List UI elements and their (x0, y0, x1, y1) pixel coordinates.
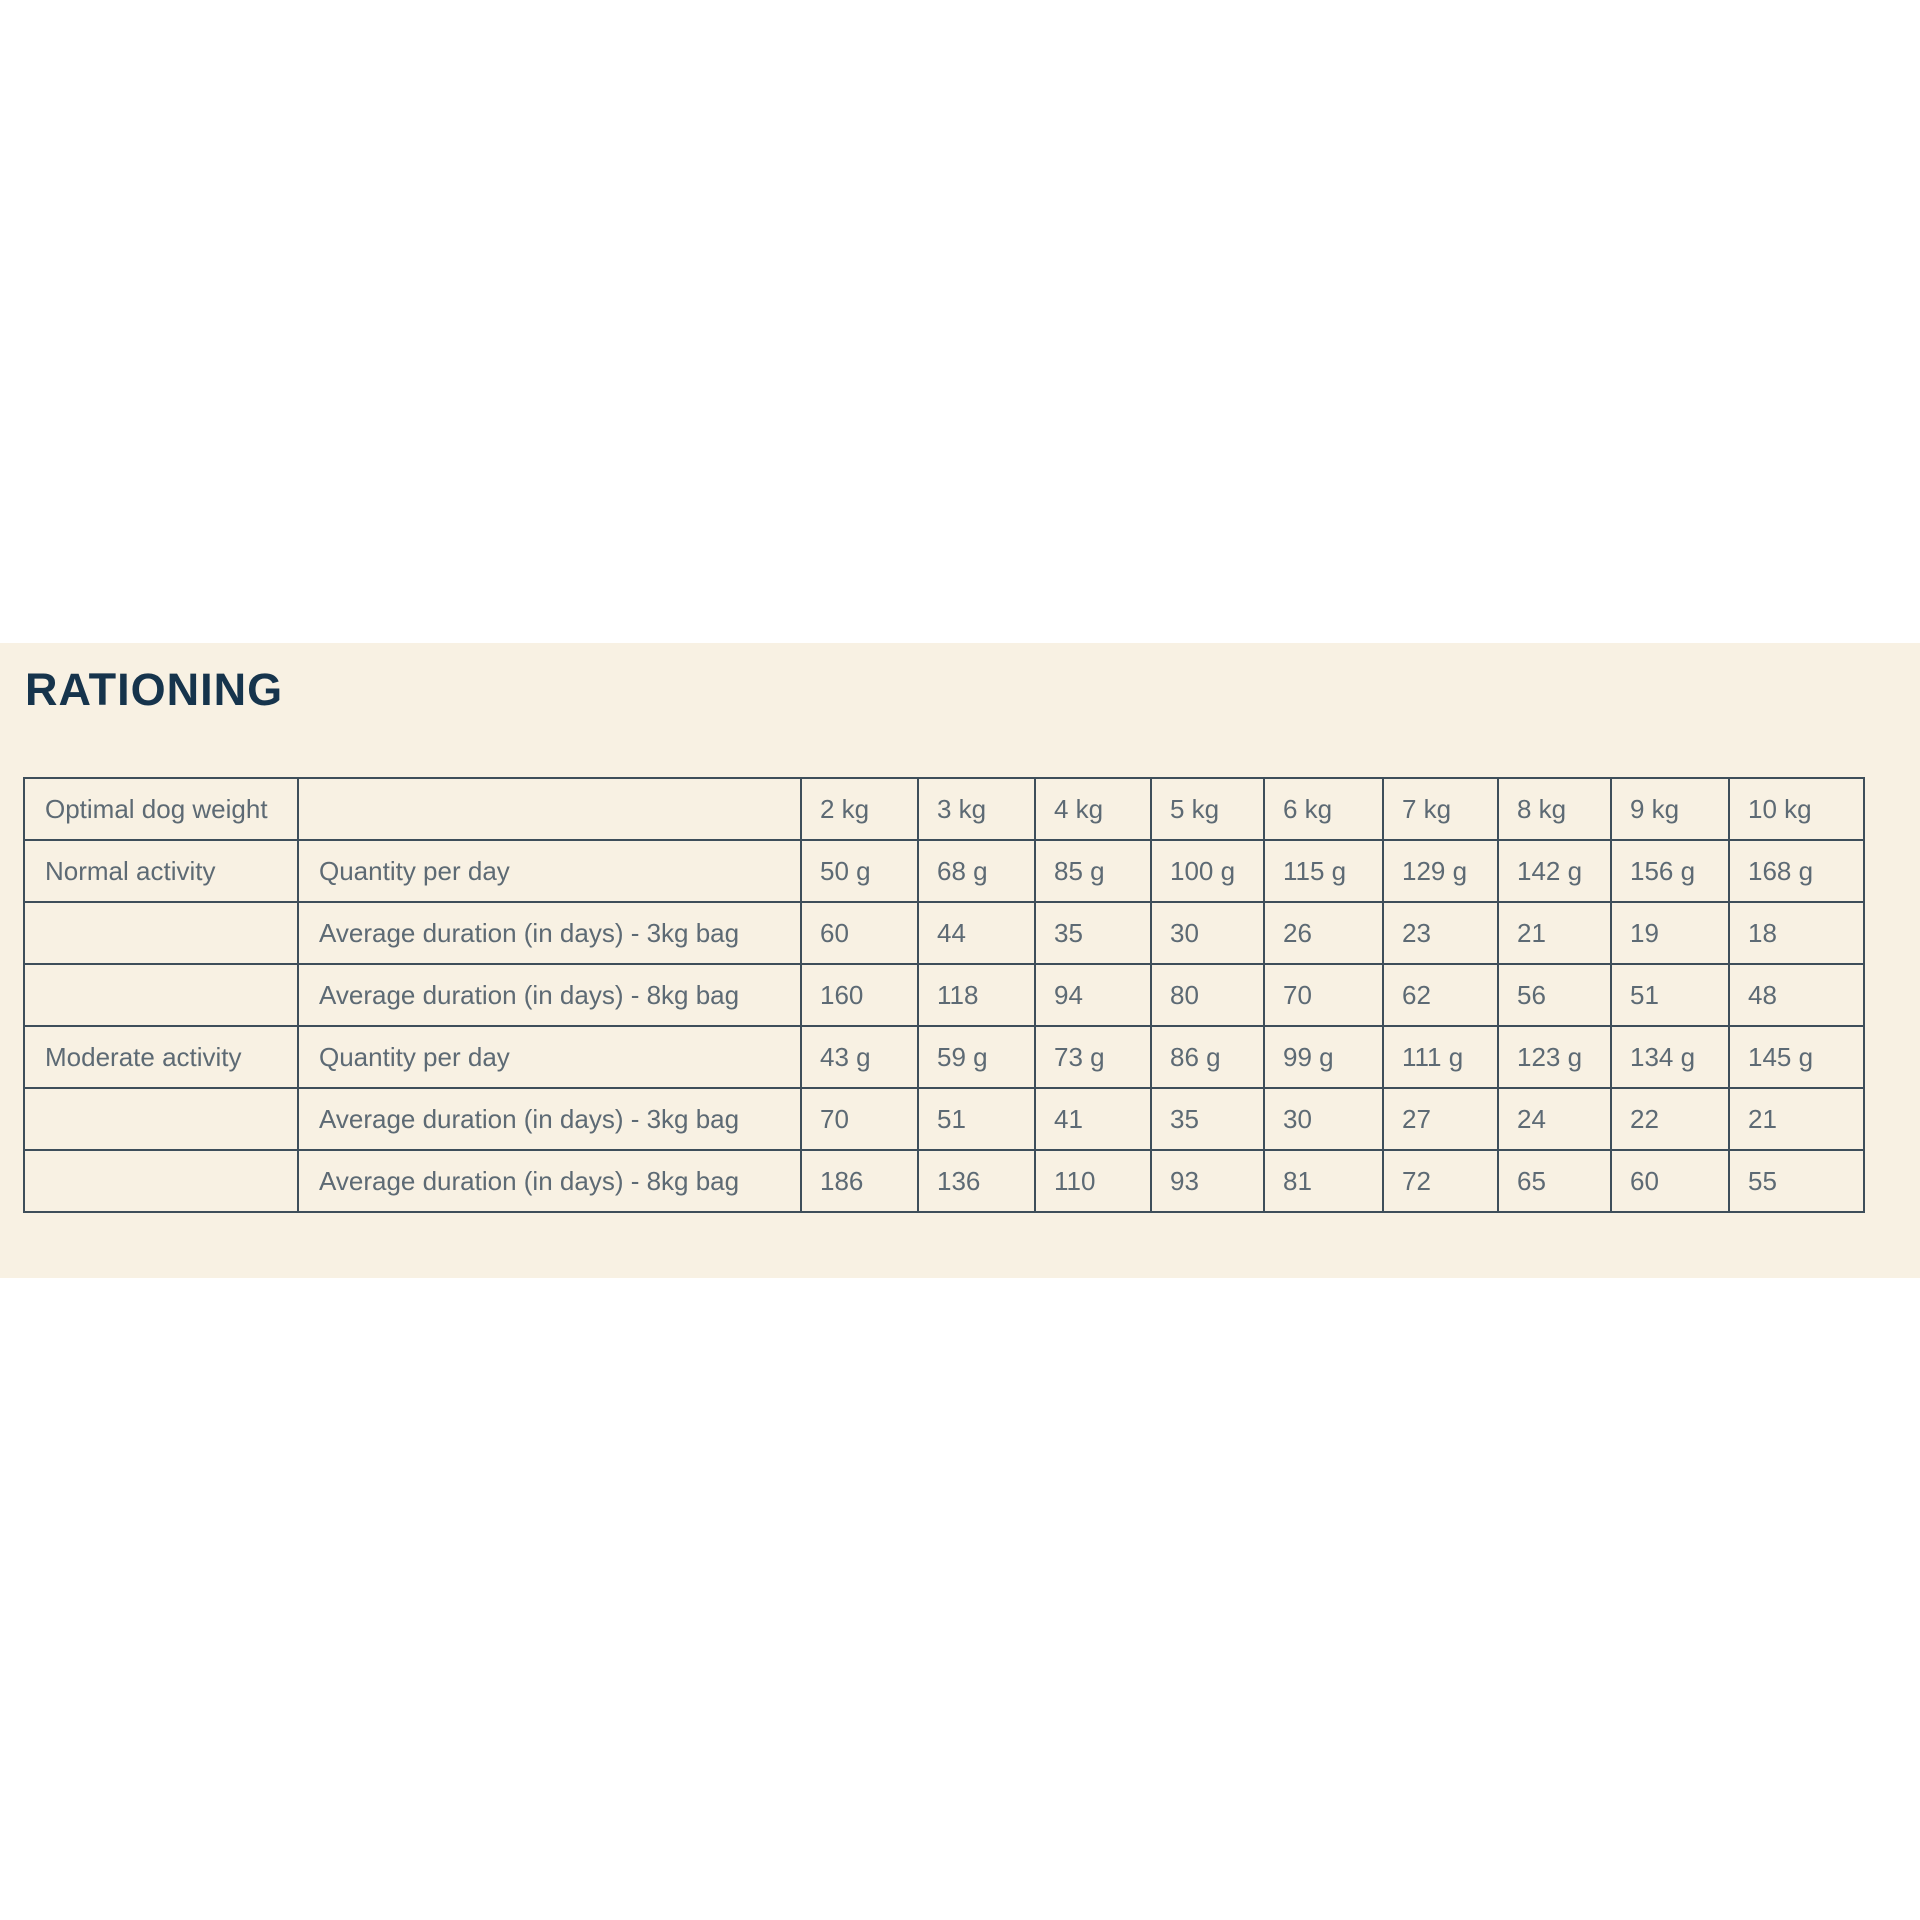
table-row (24, 1150, 1864, 1212)
value-cell: 27 (1383, 1088, 1498, 1150)
table-row (24, 902, 1864, 964)
table-row (24, 1026, 1864, 1088)
value-cell: 6 kg (1264, 778, 1383, 840)
value-cell: 73 g (1035, 1026, 1151, 1088)
value-cell: 186 (801, 1150, 918, 1212)
value-cell: 145 g (1729, 1026, 1864, 1088)
row-label-cell: Quantity per day (298, 840, 801, 902)
row-label-cell: Average duration (in days) - 3kg bag (298, 1088, 801, 1150)
rationing-table (23, 777, 1865, 1213)
value-cell: 136 (918, 1150, 1035, 1212)
value-cell: 26 (1264, 902, 1383, 964)
value-cell: 22 (1611, 1088, 1729, 1150)
value-cell: 56 (1498, 964, 1611, 1026)
value-cell: 168 g (1729, 840, 1864, 902)
row-label-cell: Average duration (in days) - 8kg bag (298, 964, 801, 1026)
value-cell: 35 (1035, 902, 1151, 964)
value-cell: 19 (1611, 902, 1729, 964)
value-cell: 110 (1035, 1150, 1151, 1212)
value-cell: 7 kg (1383, 778, 1498, 840)
page-title: RATIONING (25, 664, 284, 715)
value-cell: 60 (1611, 1150, 1729, 1212)
value-cell: 55 (1729, 1150, 1864, 1212)
value-cell: 5 kg (1151, 778, 1264, 840)
value-cell: 123 g (1498, 1026, 1611, 1088)
value-cell: 65 (1498, 1150, 1611, 1212)
row-group-label-cell (24, 1088, 298, 1150)
value-cell: 70 (801, 1088, 918, 1150)
value-cell: 86 g (1151, 1026, 1264, 1088)
value-cell: 44 (918, 902, 1035, 964)
value-cell: 51 (918, 1088, 1035, 1150)
row-label-cell: Quantity per day (298, 1026, 801, 1088)
value-cell: 62 (1383, 964, 1498, 1026)
value-cell: 23 (1383, 902, 1498, 964)
value-cell: 118 (918, 964, 1035, 1026)
value-cell: 21 (1498, 902, 1611, 964)
value-cell: 160 (801, 964, 918, 1026)
value-cell: 142 g (1498, 840, 1611, 902)
value-cell: 129 g (1383, 840, 1498, 902)
value-cell: 60 (801, 902, 918, 964)
value-cell: 50 g (801, 840, 918, 902)
value-cell: 134 g (1611, 1026, 1729, 1088)
value-cell: 9 kg (1611, 778, 1729, 840)
value-cell: 30 (1151, 902, 1264, 964)
value-cell: 72 (1383, 1150, 1498, 1212)
value-cell: 85 g (1035, 840, 1151, 902)
table-row (24, 964, 1864, 1026)
value-cell: 81 (1264, 1150, 1383, 1212)
value-cell: 70 (1264, 964, 1383, 1026)
value-cell: 35 (1151, 1088, 1264, 1150)
value-cell: 156 g (1611, 840, 1729, 902)
value-cell: 100 g (1151, 840, 1264, 902)
value-cell: 99 g (1264, 1026, 1383, 1088)
value-cell: 115 g (1264, 840, 1383, 902)
value-cell: 93 (1151, 1150, 1264, 1212)
value-cell: 51 (1611, 964, 1729, 1026)
value-cell: 111 g (1383, 1026, 1498, 1088)
value-cell: 43 g (801, 1026, 918, 1088)
value-cell: 59 g (918, 1026, 1035, 1088)
row-label-cell (298, 778, 801, 840)
value-cell: 48 (1729, 964, 1864, 1026)
value-cell: 94 (1035, 964, 1151, 1026)
value-cell: 30 (1264, 1088, 1383, 1150)
table-row (24, 1088, 1864, 1150)
value-cell: 21 (1729, 1088, 1864, 1150)
table-row (24, 778, 1864, 840)
row-group-label-cell (24, 964, 298, 1026)
table-body (24, 778, 1864, 1212)
value-cell: 3 kg (918, 778, 1035, 840)
value-cell: 41 (1035, 1088, 1151, 1150)
row-group-label-cell: Optimal dog weight (24, 778, 298, 840)
row-label-cell: Average duration (in days) - 3kg bag (298, 902, 801, 964)
value-cell: 80 (1151, 964, 1264, 1026)
value-cell: 68 g (918, 840, 1035, 902)
row-group-label-cell: Moderate activity (24, 1026, 298, 1088)
value-cell: 18 (1729, 902, 1864, 964)
value-cell: 8 kg (1498, 778, 1611, 840)
table-row (24, 840, 1864, 902)
row-group-label-cell (24, 1150, 298, 1212)
rationing-section (0, 643, 1920, 1278)
value-cell: 10 kg (1729, 778, 1864, 840)
row-group-label-cell: Normal activity (24, 840, 298, 902)
value-cell: 4 kg (1035, 778, 1151, 840)
value-cell: 24 (1498, 1088, 1611, 1150)
row-group-label-cell (24, 902, 298, 964)
value-cell: 2 kg (801, 778, 918, 840)
row-label-cell: Average duration (in days) - 8kg bag (298, 1150, 801, 1212)
